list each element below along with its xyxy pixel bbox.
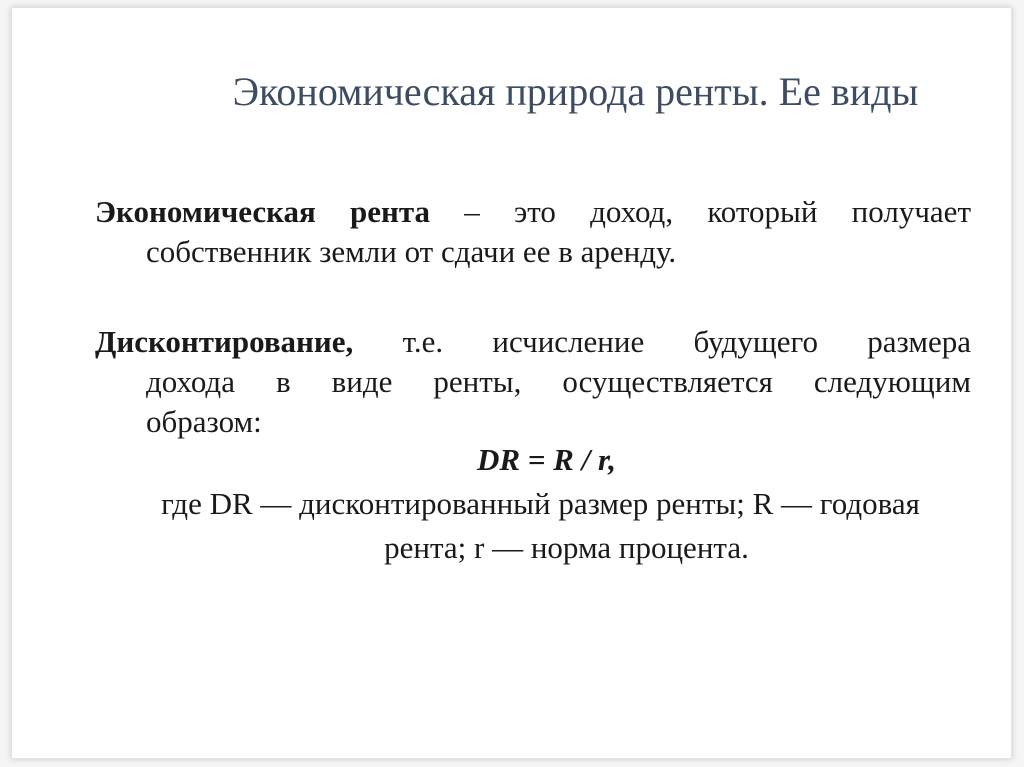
definition-discounting: т.е. исчисление будущего размера: [353, 324, 971, 359]
paragraph-discounting-line-3: образом:: [146, 404, 262, 439]
formula-explanation-line-1: где DR — дисконтированный размер ренты; R — годовая: [161, 486, 920, 521]
paragraph-economic-rent-line-1: [95, 192, 971, 232]
paragraph-economic-rent: [95, 192, 971, 272]
paragraph-economic-rent-line-2: собственник земли от сдачи ее в аренду.: [146, 234, 677, 269]
slide-title: Экономическая природа ренты. Ее виды: [232, 69, 919, 114]
slide: [11, 7, 1012, 759]
paragraph-discounting: [95, 322, 971, 442]
definition-economic-rent: – это доход, который получает: [429, 194, 971, 229]
term-discounting: Дисконтирование,: [95, 324, 354, 359]
term-economic-rent: Экономическая рента: [95, 194, 430, 229]
discount-formula: DR = R / r,: [476, 442, 617, 477]
formula-explanation-line-2: рента; r — норма процента.: [384, 530, 749, 565]
paragraph-discounting-line-1: [95, 322, 971, 362]
paragraph-discounting-line-2: дохода в виде ренты, осуществляется следующим: [146, 364, 971, 399]
